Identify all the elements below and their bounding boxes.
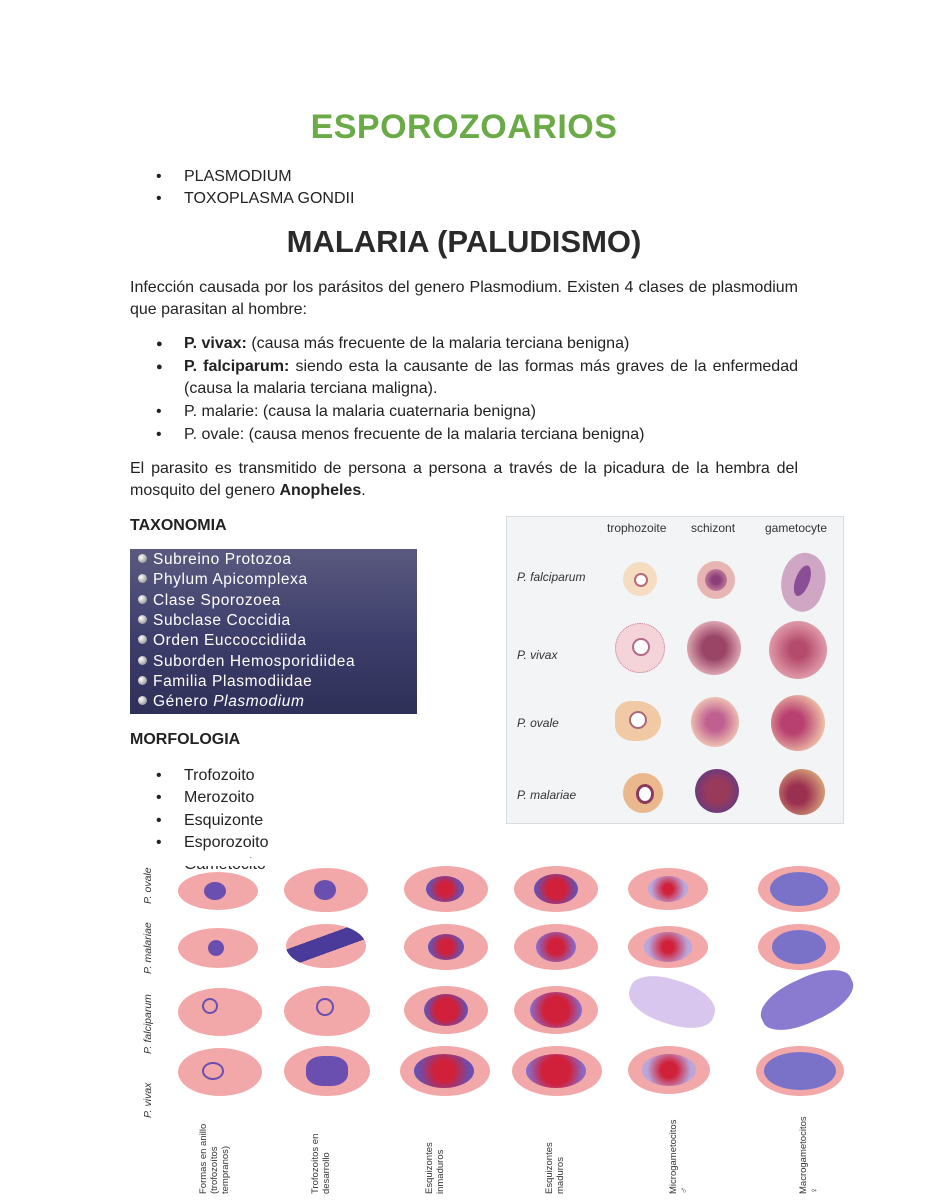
list-item: • P. ovale: (causa menos frecuente de la malaria terciana benigna) — [184, 424, 644, 446]
taxonomy-item: Clase Sporozoea — [138, 592, 281, 610]
parasite — [644, 932, 692, 962]
list-item: • PLASMODIUM — [184, 166, 292, 188]
parasite — [772, 930, 826, 964]
parasite — [764, 1052, 836, 1090]
panel-row-label: P. malariae — [517, 788, 577, 802]
figure-column-label: Microgametocitos ♂ — [668, 1119, 690, 1194]
gametocyte-cell — [623, 967, 720, 1036]
panel-row-label: P. falciparum — [517, 570, 586, 584]
parasite — [424, 994, 468, 1026]
rbc-cell — [695, 769, 739, 813]
rbc-cell — [758, 924, 840, 970]
ring-parasite — [202, 1062, 224, 1080]
rbc-cell — [756, 1046, 844, 1096]
rbc-cell — [628, 926, 708, 968]
bullet-icon: • — [156, 190, 162, 207]
parasite — [414, 1054, 474, 1088]
section-heading: MALARIA (PALUDISMO) — [286, 224, 642, 259]
taxonomy-item: Orden Euccoccidiida — [138, 632, 307, 650]
rbc-cell — [628, 868, 708, 910]
parasite — [530, 992, 582, 1028]
transmission-paragraph: El parasito es transmitido de persona a persona a través de la picadura de la hembra del mosquito del genero Anopheles. — [130, 460, 798, 499]
rbc-cell — [284, 986, 370, 1036]
panel-column-label: schizont — [691, 521, 736, 535]
figure-row-label: P. malariae — [142, 922, 154, 974]
rbc-cell — [512, 1046, 602, 1096]
rbc-cell — [697, 561, 735, 599]
rbc-cell — [286, 924, 366, 968]
parasite — [526, 1054, 586, 1088]
ring-parasite — [316, 998, 334, 1016]
rbc-cell — [284, 1046, 370, 1096]
list-item: • Trofozoito — [184, 765, 255, 787]
bullet-icon — [138, 554, 147, 563]
figure-column-label: Macrogametocitos ♀ — [798, 1116, 820, 1194]
taxonomy-item: Subreino Protozoa — [138, 551, 292, 569]
list-item: • Merozoito — [184, 787, 254, 809]
rbc-cell — [628, 1046, 710, 1094]
morfologia-heading: MORFOLOGIA — [130, 731, 241, 748]
rbc-cell — [178, 872, 258, 910]
parasite — [426, 876, 464, 902]
bullet-icon: ● — [156, 338, 163, 350]
bullet-icon — [138, 574, 147, 583]
species-stages-image — [506, 516, 844, 824]
rbc-cell — [178, 988, 262, 1036]
figure-row-label: P. ovale — [142, 867, 154, 904]
figure-column-label: Esquizontes maduros — [544, 1142, 566, 1194]
bullet-icon — [138, 676, 147, 685]
rbc-cell — [514, 866, 598, 912]
list-item: • TOXOPLASMA GONDII — [184, 188, 354, 210]
panel-column-label: gametocyte — [765, 521, 828, 535]
panel-column-label: trophozoite — [607, 521, 667, 535]
life-stages-figure — [0, 862, 928, 1200]
rbc-cell — [779, 769, 825, 815]
rbc-cell — [687, 621, 741, 675]
bullet-icon — [138, 656, 147, 665]
taxonomia-heading: TAXONOMIA — [130, 517, 227, 534]
parasite — [536, 932, 576, 962]
taxonomy-item: Género Plasmodium — [138, 693, 305, 711]
rbc-cell — [400, 1046, 490, 1096]
figure-row-label: P. vivax — [142, 1082, 154, 1118]
parasite — [314, 880, 336, 900]
page-title: ESPOROZOARIOS — [310, 108, 618, 146]
list-item: • P. malarie: (causa la malaria cuaternaria benigna) — [184, 401, 536, 423]
parasite — [534, 874, 578, 904]
rbc-cell — [615, 701, 661, 741]
ring-parasite — [634, 573, 648, 587]
figure-column-label: Trofozoítos en desarrollo — [310, 1133, 332, 1194]
parasite — [306, 1056, 348, 1086]
rbc-cell — [178, 1048, 262, 1096]
bullet-icon — [138, 696, 147, 705]
rbc-cell — [514, 986, 598, 1034]
bullet-icon: • — [156, 403, 162, 420]
ring-parasite — [629, 711, 647, 729]
taxonomy-item: Suborden Hemosporidiidea — [138, 653, 355, 671]
rbc-cell — [615, 623, 665, 673]
bullet-icon: • — [156, 789, 162, 806]
parasite — [428, 934, 464, 960]
gametocyte-parasite — [790, 563, 814, 598]
bullet-icon: ● — [156, 361, 163, 373]
rbc-cell — [691, 697, 739, 747]
parasite — [770, 872, 828, 906]
bullet-icon: • — [156, 168, 162, 185]
schizont-parasite — [705, 569, 727, 591]
bullet-icon — [138, 615, 147, 624]
bullet-icon: • — [156, 812, 162, 829]
taxonomy-item: Phylum Apicomplexa — [138, 571, 308, 589]
bullet-icon — [138, 635, 147, 644]
taxonomy-box — [130, 549, 417, 714]
ring-parasite — [636, 784, 654, 804]
ring-parasite — [632, 638, 650, 656]
rbc-cell — [404, 924, 488, 970]
taxonomy-item: Subclase Coccidia — [138, 612, 291, 630]
rbc-cell — [404, 866, 488, 912]
rbc-cell — [284, 868, 368, 912]
bullet-icon — [138, 595, 147, 604]
rbc-cell — [769, 621, 827, 679]
panel-row-label: P. ovale — [517, 716, 559, 730]
parasite — [642, 1054, 696, 1086]
panel-row-label: P. vivax — [517, 648, 558, 662]
parasite — [204, 882, 226, 900]
list-item: ● P. vivax: (causa más frecuente de la malaria terciana benigna) — [184, 333, 798, 355]
list-item: ● P. falciparum: siendo esta la causante de las formas más graves de la enfermedad (causa la malaria terciana maligna). — [156, 358, 798, 397]
ring-parasite — [202, 998, 218, 1014]
bullet-icon: • — [156, 767, 162, 784]
gametocyte-cell — [753, 959, 860, 1040]
rbc-cell — [758, 866, 840, 912]
figure-row-label: P. falciparum — [142, 994, 154, 1054]
parasite — [208, 940, 224, 956]
list-item: • Esquizonte — [184, 810, 263, 832]
rbc-cell — [771, 695, 825, 751]
rbc-cell — [623, 562, 657, 596]
rbc-cell — [514, 924, 598, 970]
parasite — [648, 876, 688, 902]
figure-column-label: Formas en anillo (trofozoítos tempranos) — [198, 1123, 231, 1194]
gametocyte-cell — [772, 547, 833, 617]
taxonomy-item: Familia Plasmodiidae — [138, 673, 312, 691]
list-item: • Esporozoito — [184, 832, 269, 854]
bullet-icon: • — [156, 834, 162, 851]
figure-column-label: Esquizontes inmaduros — [424, 1142, 446, 1194]
rbc-cell — [404, 986, 488, 1034]
rbc-cell — [178, 928, 258, 968]
bullet-icon: • — [156, 426, 162, 443]
rbc-cell — [623, 773, 663, 813]
intro-paragraph: Infección causada por los parásitos del genero Plasmodium. Existen 4 clases de plasmodium que parasitan al hombre: — [130, 279, 798, 318]
